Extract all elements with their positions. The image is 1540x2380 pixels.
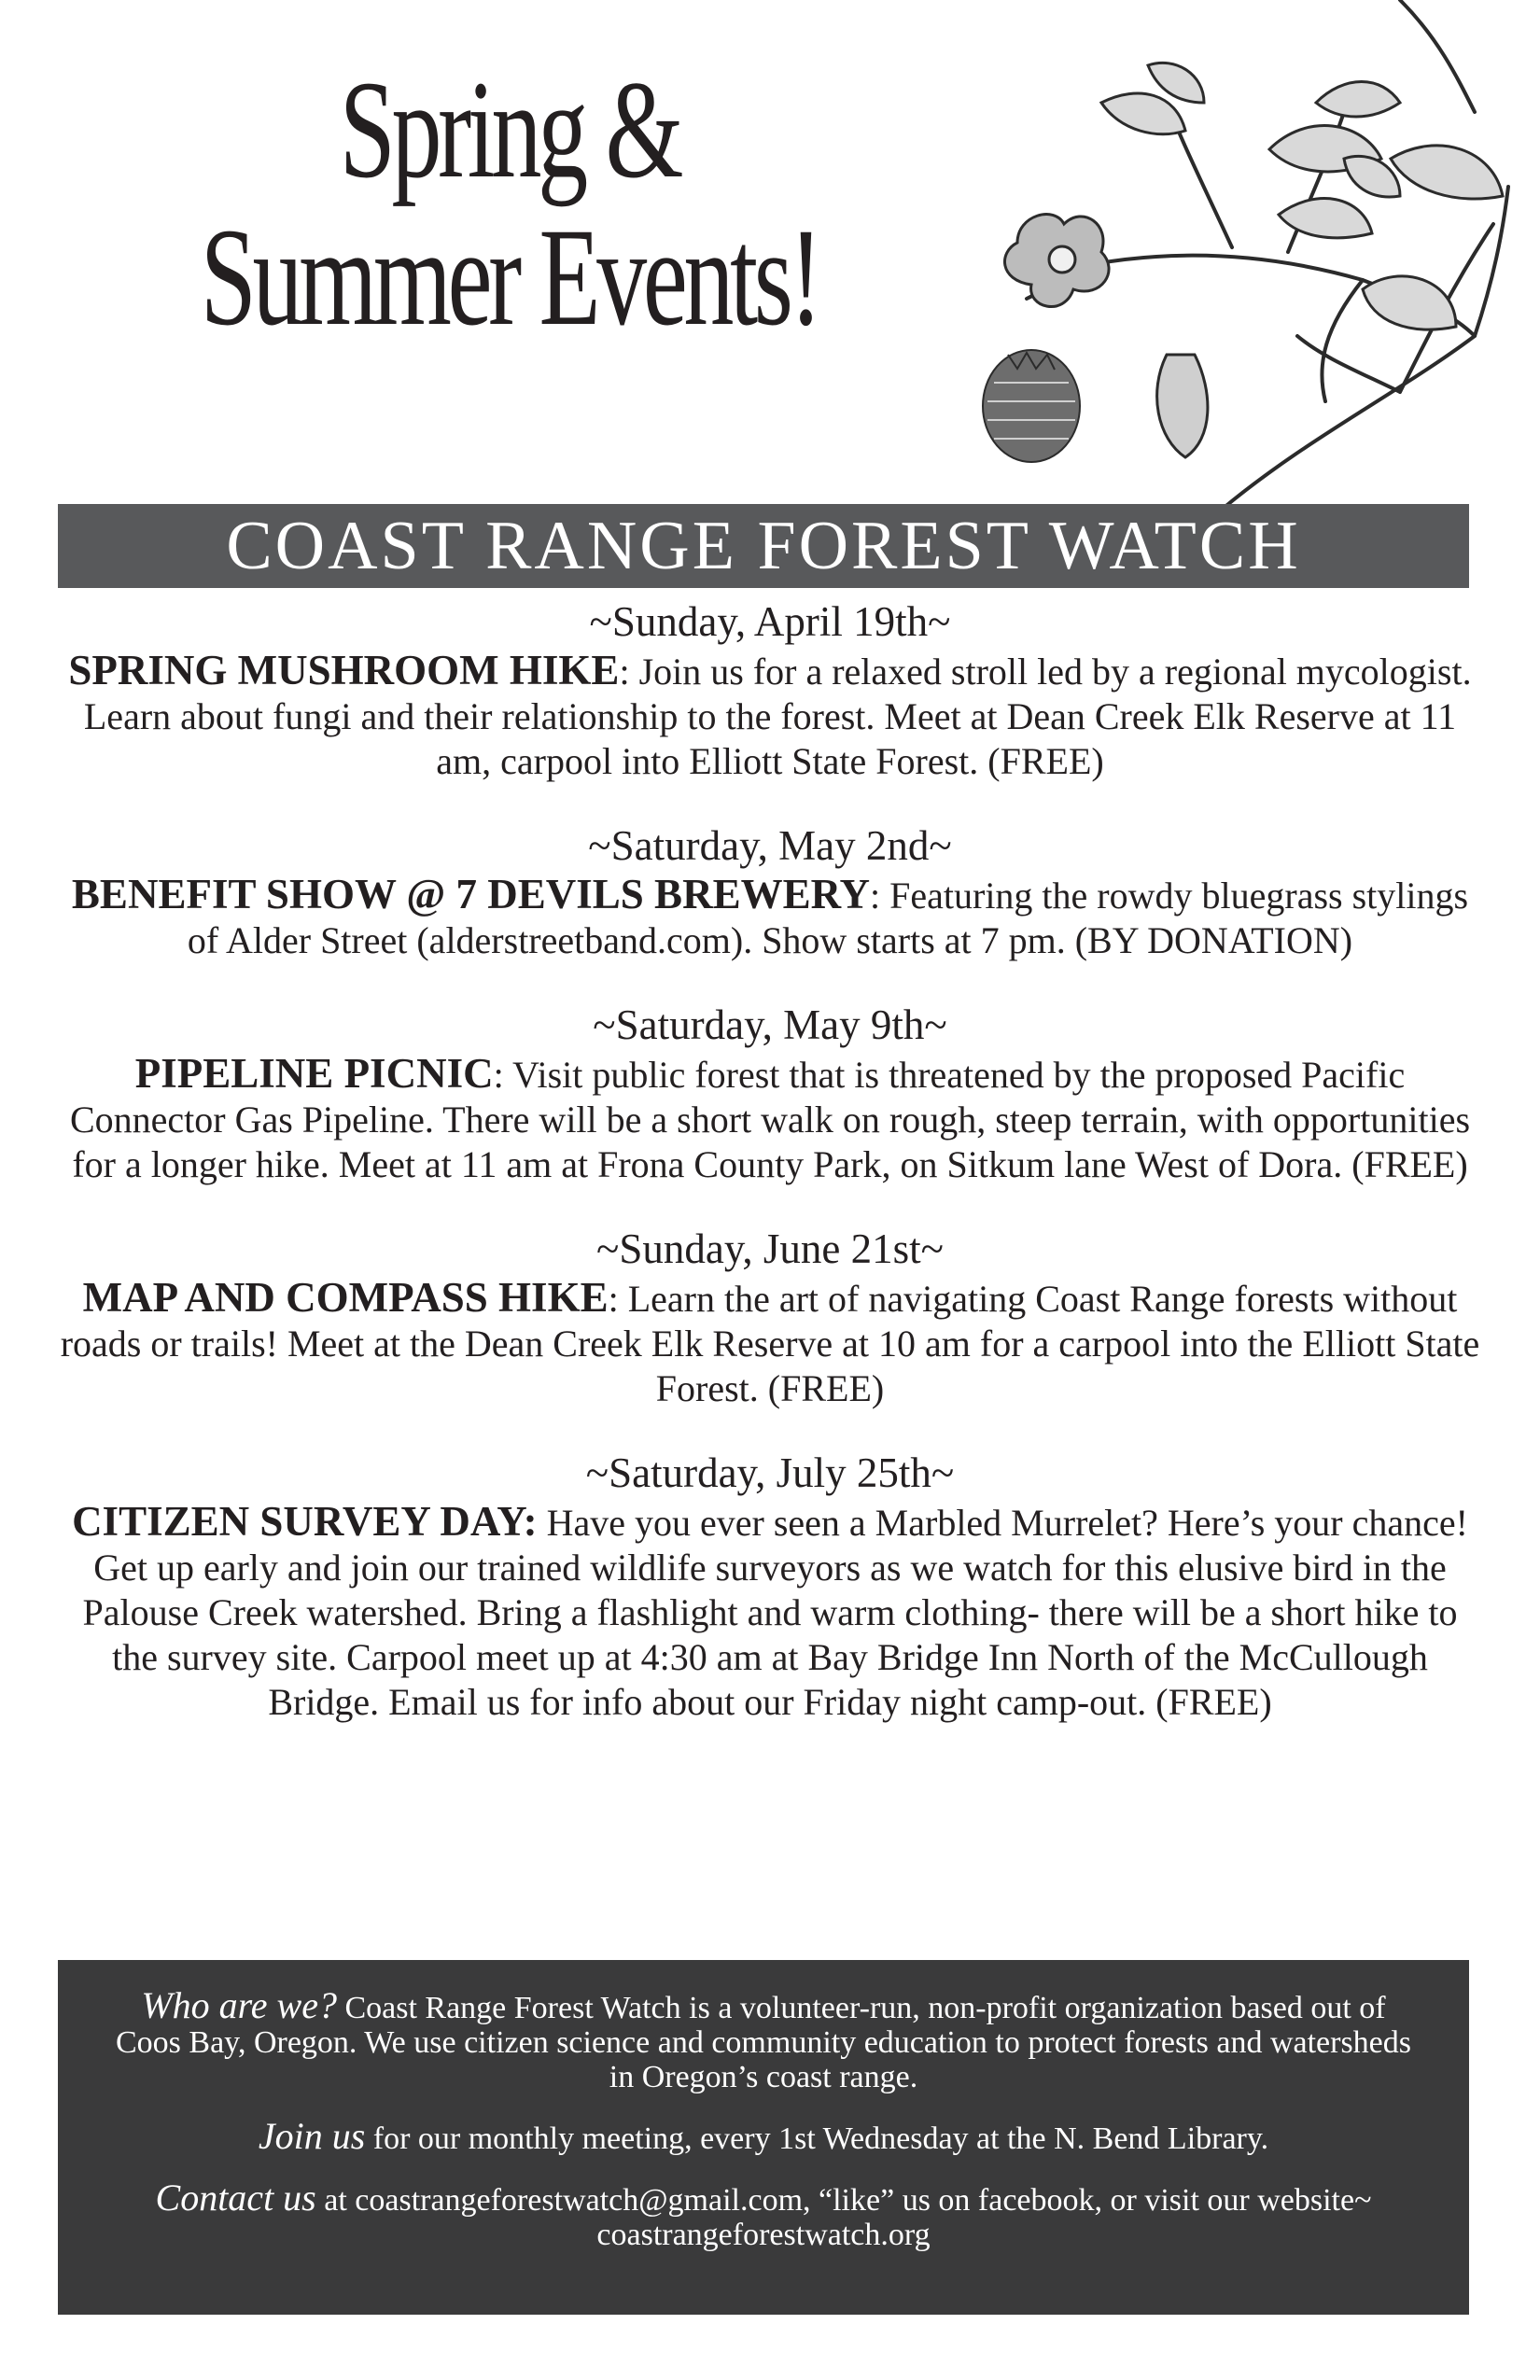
- event-date: ~Saturday, May 9th~: [593, 1001, 947, 1048]
- join-us-text: for our monthly meeting, every 1st Wednesday at the N. Bend Library.: [365, 2121, 1269, 2156]
- join-us-lead: Join us: [258, 2115, 366, 2157]
- event-text: : Featuring the rowdy bluegrass stylings of Alder Street (alderstreetband.com). Show starts at 7 pm. (BY DONATION): [187, 875, 1469, 961]
- event-date: ~Sunday, April 19th~: [589, 598, 951, 645]
- who-are-we-text: Coast Range Forest Watch is a volunteer-run, non-profit organization based out of Coos Bay, Oregon. We use citizen science and community education to protect forests and watersheds in Oregon’s coast range.: [115, 1991, 1412, 2094]
- event-list: [56, 595, 1484, 1760]
- banner-text: COAST RANGE FOREST WATCH: [226, 507, 1301, 584]
- who-are-we-lead: Who are we?: [141, 1984, 337, 2026]
- join-us-paragraph: [114, 2115, 1413, 2157]
- about-box: [58, 1960, 1469, 2315]
- organization-banner: [58, 504, 1469, 588]
- contact-us-text: at coastrangeforestwatch@gmail.com, “like” us on facebook, or visit our website~ coastrangeforestwatch.org: [315, 2183, 1372, 2252]
- event-description: [56, 1051, 1484, 1187]
- who-are-we-paragraph: [114, 1984, 1413, 2094]
- event-heading: SPRING MUSHROOM HIKE: [68, 647, 620, 693]
- event-heading: CITIZEN SURVEY DAY:: [72, 1498, 538, 1545]
- event-item: [56, 999, 1484, 1187]
- event-text: : Visit public forest that is threatened by the proposed Pacific Connector Gas Pipeline. There will be a short walk on rough, steep terrain, with opportunities for a longer hike. Meet at 11 am at Frona County Park, on Sitkum lane West of Dora. (FREE): [69, 1054, 1471, 1185]
- contact-paragraph: [114, 2177, 1413, 2252]
- event-date: ~Sunday, June 21st~: [595, 1225, 945, 1272]
- event-date: ~Saturday, May 2nd~: [588, 822, 952, 869]
- event-date: ~Saturday, July 25th~: [585, 1449, 955, 1496]
- event-text: : Learn the art of navigating Coast Range forests without roads or trails! Meet at the Dean Creek Elk Reserve at 10 am for a carpool into the Elliott State Forest. (FREE): [60, 1278, 1480, 1409]
- title-line-2: Summer Events!: [200, 200, 819, 355]
- salmonberry-branch-illustration: [877, 0, 1512, 509]
- event-description: [56, 1499, 1484, 1725]
- page-title: [90, 52, 930, 355]
- event-heading: PIPELINE PICNIC: [134, 1050, 494, 1097]
- event-text: Have you ever seen a Marbled Murrelet? Here’s your chance! Get up early and join our trained wildlife surveyors as we watch for this elusive bird in the Palouse Creek watershed. Bring a flashlight and warm clothing- there will be a short hike to the survey site. Carpool meet up at 4:30 am at Bay Bridge Inn North of the McCullough Bridge. Email us for info about our Friday night camp-out. (FREE): [82, 1502, 1468, 1723]
- event-item: [56, 1447, 1484, 1725]
- contact-us-lead: Contact us: [155, 2177, 316, 2219]
- event-description: [56, 648, 1484, 784]
- title-line-1: Spring &: [339, 52, 680, 207]
- event-text: : Join us for a relaxed stroll led by a regional mycologist. Learn about fungi and their relationship to the forest. Meet at Dean Creek Elk Reserve at 11 am, carpool into Elliott State Forest. (FREE): [83, 651, 1472, 782]
- event-item: [56, 819, 1484, 963]
- event-description: [56, 872, 1484, 963]
- event-heading: MAP AND COMPASS HIKE: [82, 1274, 609, 1321]
- event-description: [56, 1275, 1484, 1411]
- event-item: [56, 595, 1484, 784]
- event-item: [56, 1223, 1484, 1411]
- event-heading: BENEFIT SHOW @ 7 DEVILS BREWERY: [71, 871, 871, 917]
